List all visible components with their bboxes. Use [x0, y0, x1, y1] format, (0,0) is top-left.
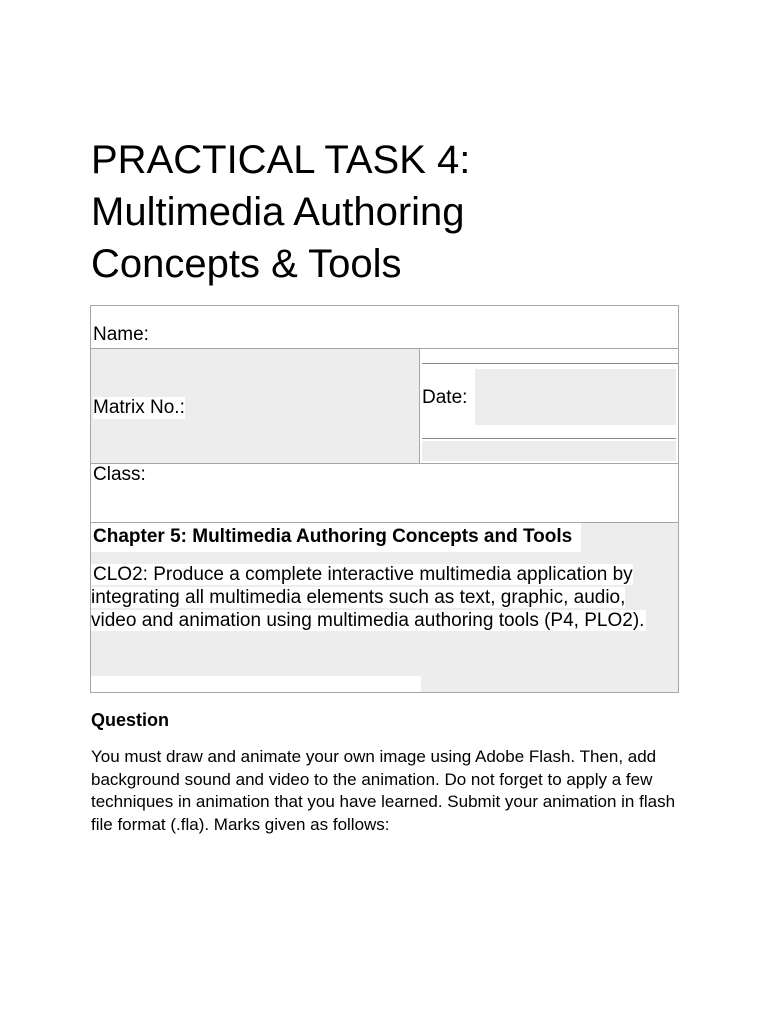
- class-label: Class:: [93, 464, 146, 485]
- name-row[interactable]: [91, 306, 678, 349]
- chapter-bottom-strip: [91, 676, 421, 692]
- date-bottom-area: [422, 441, 676, 461]
- chapter-row: [91, 523, 678, 692]
- question-heading: Question: [91, 710, 170, 730]
- date-cell[interactable]: [420, 349, 678, 463]
- matrix-cell[interactable]: [91, 349, 420, 463]
- name-label: Name:: [93, 324, 149, 345]
- student-info-table: [90, 305, 679, 693]
- title-line-2: Multimedia Authoring: [91, 190, 465, 234]
- date-input-area[interactable]: [475, 369, 676, 425]
- title-line-3: Concepts & Tools: [91, 242, 402, 286]
- class-row[interactable]: [91, 464, 678, 523]
- page-title: [91, 134, 711, 290]
- question-body: You must draw and animate your own image using Adobe Flash. Then, add background sound and video to the animation. Do not forget to apply a few techniques in animation that you have learned. Submit your animation in flash file format (.fla). Marks given as follows:: [91, 747, 676, 834]
- matrix-label: Matrix No.:: [93, 397, 185, 418]
- date-label: Date:: [422, 387, 468, 408]
- date-bottom-rule: [422, 438, 676, 439]
- clo-statement: [91, 563, 666, 632]
- matrix-date-row: [91, 349, 678, 464]
- title-line-1: PRACTICAL TASK 4:: [91, 138, 471, 182]
- date-top-rule: [422, 363, 678, 364]
- chapter-title: Chapter 5: Multimedia Authoring Concepts and Tools: [91, 523, 581, 552]
- clo-text: CLO2: Produce a complete interactive multimedia application by integrating all multimedia elements such as text, graphic, audio, video and animation using multimedia authoring tools (P4, PLO2).: [91, 564, 645, 631]
